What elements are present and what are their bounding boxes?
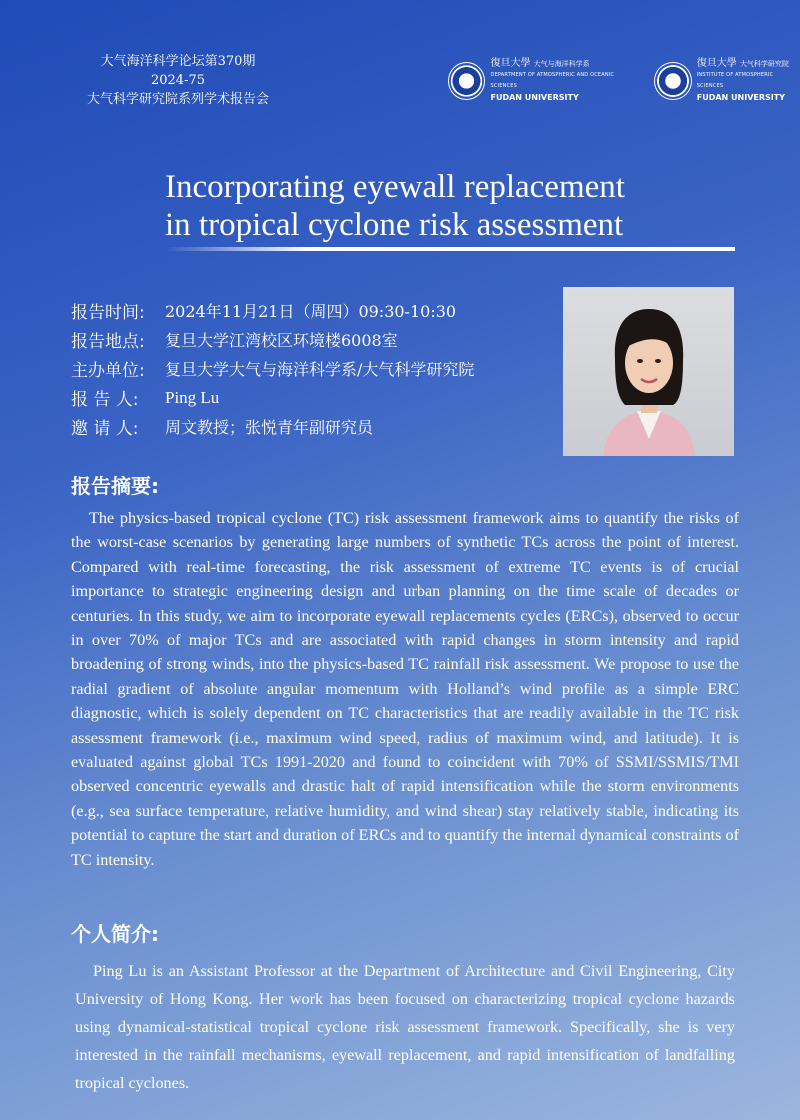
institute-logo (654, 58, 800, 103)
fudan-seal-icon (448, 62, 485, 100)
series-name: 大气科学研究院系列学术报告会 (86, 92, 269, 107)
info-value: 复旦大学江湾校区环境楼6008室 (165, 331, 398, 350)
talk-info (71, 296, 474, 441)
info-label: 报告地点: (71, 332, 145, 352)
info-value: 复旦大学大气与海洋科学系/大气科学研究院 (165, 360, 475, 379)
info-row-location (71, 325, 474, 354)
department-logo (448, 58, 640, 103)
logo-en: FUDAN UNIVERSITY (490, 93, 579, 102)
title-line-1: Incorporating eyewall replacement (165, 169, 625, 205)
fudan-seal-icon (654, 62, 691, 100)
logo-cn: 復旦大學 大气与海洋科学系 (490, 58, 590, 69)
abstract-heading: 报告摘要: (71, 474, 159, 498)
info-label: 主办单位: (71, 361, 145, 381)
forum-header (78, 52, 278, 109)
info-row-time (71, 296, 474, 325)
info-row-organizer (71, 354, 474, 383)
logo-sub-en: INSTITUTE OF ATMOSPHERIC SCIENCES (696, 72, 774, 89)
title-divider (165, 247, 735, 251)
logo-cn: 復旦大學 大气科学研究院 (696, 58, 789, 69)
info-value: 2024年11月21日（周四）09:30-10:30 (165, 302, 457, 321)
logo-en: FUDAN UNIVERSITY (696, 93, 785, 102)
info-label: 邀 请 人: (71, 419, 139, 439)
logo-group (448, 58, 800, 103)
info-label: 报 告 人: (71, 390, 139, 410)
forum-issue: 大气海洋科学论坛第370期 (100, 54, 256, 69)
info-label: 报告时间: (71, 303, 145, 323)
speaker-photo (563, 287, 734, 456)
info-value: 周文教授；张悦青年副研究员 (165, 418, 374, 437)
bio-text: Ping Lu is an Assistant Professor at the Department of Architecture and Civil Engineering, City University of Hong Kong. Her work has been focused on characterizing tropical cyclone hazards using dynamical-statistical tropical cyclone risk assessment framework. Specifically, she is very interested in the rainfall mechanisms, eyewall replacement, and rapid intensification of landfalling tropical cyclones. (75, 962, 735, 1092)
title-line-2: in tropical cyclone risk assessment (165, 207, 624, 243)
info-row-speaker (71, 383, 474, 412)
speaker-portrait-icon (563, 287, 734, 456)
logo-sub-en: DEPARTMENT OF ATMOSPHERIC AND OCEANIC SCIENCES (490, 72, 615, 89)
bio-heading: 个人简介: (71, 922, 159, 946)
info-value: Ping Lu (165, 387, 220, 407)
abstract-text: The physics-based tropical cyclone (TC) risk assessment framework aims to quantify the risks of the worst-case scenarios by generating large numbers of synthetic TCs across the point of interest. Compared with real-time forecasting, the risk assessment of extreme TC events is of crucial importance to strategic engineering design and urban planning on the time scale of decades or centuries. In this study, we aim to incorporate eyewall replacements cycles (ERCs), observed to occur in over 70% of major TCs and are associated with rapid changes in storm intensity and rapid broadening of strong winds, into the physics-based TC rainfall risk assessment. We propose to use the radial gradient of absolute angular momentum with Holland’s wind profile as a simple ERC diagnostic, which is solely dependent on TC characteristics that are readily available in the TC risk assessment framework (i.e., maximum wind speed, radius of maximum wind, and latitude). It is evaluated against global TCs 1991-2020 and found to coincident with 70% of SSMI/SSMIS/TMI observed concentric eyewalls and drastic halt of rapid intensification while the storm environments (e.g., sea surface temperature, relative humidity, and wind shear) stay relatively stable, indicating its potential to capture the start and duration of ERCs and to quantify the internal dynamical constraints of TC intensity. (71, 509, 740, 869)
issue-code: 2024-75 (150, 73, 206, 88)
talk-title (165, 168, 765, 244)
info-row-host (71, 412, 474, 441)
